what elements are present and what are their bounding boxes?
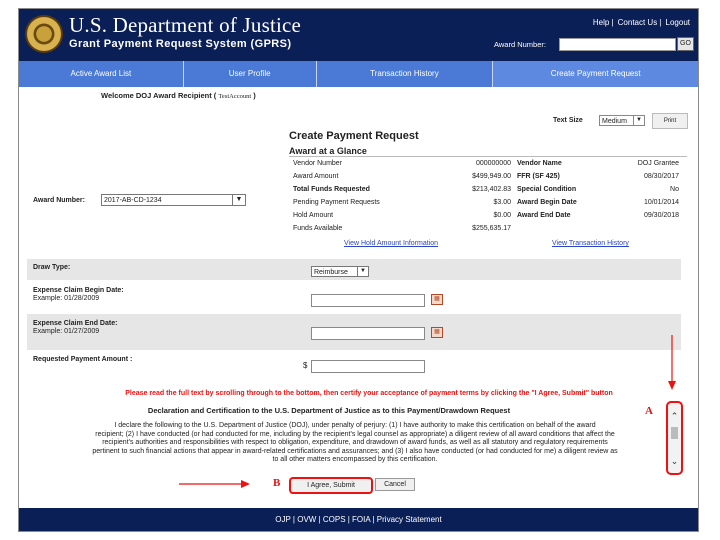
account-name: TestAccount (218, 93, 252, 100)
special-condition-label: Special Condition (517, 186, 577, 193)
ffr-label: FFR (SF 425) (517, 173, 560, 180)
award-amount-label: Award Amount (293, 173, 339, 180)
special-condition-value: No (670, 186, 679, 193)
award-number-value: 2017-AB-CD-1234 (104, 197, 162, 204)
chevron-down-icon: ▼ (232, 195, 245, 205)
award-number-label: Award Number: (33, 197, 85, 204)
funds-available-label: Funds Available (293, 225, 343, 232)
tab-active-award-list[interactable]: Active Award List (19, 61, 184, 87)
agency-title: U.S. Department of Justice (69, 13, 302, 37)
view-hold-amount-link[interactable]: View Hold Amount Information (344, 240, 439, 247)
vendor-number-value: 000000000 (475, 160, 511, 167)
logout-link[interactable]: Logout (665, 18, 690, 27)
total-funds-requested-value: $213,402.83 (472, 186, 511, 193)
tab-user-profile[interactable]: User Profile (184, 61, 317, 87)
end-date-example: Example: 01/27/2009 (33, 328, 100, 335)
scroll-down-icon[interactable]: ⌄ (670, 456, 679, 466)
doj-seal-icon (25, 15, 63, 53)
annotation-b: B (273, 477, 281, 489)
top-links: Help | Contact Us | Logout (592, 18, 690, 27)
vendor-name-value: DOJ Grantee (637, 160, 679, 167)
award-end-date-label: Award End Date (517, 212, 571, 219)
draw-type-select[interactable] (311, 266, 369, 277)
declaration-line: recipient's authorities and responsibilities with respect to obligation, expenditure, and drawdown of award funds, as well as all statutory and regulatory requirements (102, 439, 608, 447)
declaration-line: I declare the following to the U.S. Department of Justice (DOJ), under penalty of perjury: (1) I have authority to make this certification on behalf of the award (114, 422, 596, 429)
begin-date-input[interactable] (311, 294, 425, 307)
main-nav (19, 61, 698, 87)
requested-amount-input[interactable] (311, 360, 425, 373)
vendor-number-label: Vendor Number (293, 160, 343, 167)
declaration-title: Declaration and Certification to the U.S. Department of Justice as to this Payment/Drawdown Request (147, 406, 511, 415)
hold-amount-value: $0.00 (493, 212, 511, 219)
header-award-number-input[interactable] (559, 38, 676, 51)
divider (289, 156, 687, 157)
award-at-a-glance-title: Award at a Glance (289, 146, 367, 156)
footer-links[interactable]: OJP | OVW | COPS | FOIA | Privacy Statement (19, 508, 698, 531)
chevron-down-icon: ▼ (633, 116, 644, 125)
contact-us-link[interactable]: Contact Us (617, 18, 658, 27)
chevron-down-icon: ▼ (357, 267, 368, 276)
system-subtitle: Grant Payment Request System (GPRS) (69, 38, 292, 50)
pending-payment-requests-value: $3.00 (493, 199, 511, 206)
tab-transaction-history[interactable]: Transaction History (317, 61, 494, 87)
scroll-thumb[interactable] (671, 427, 678, 439)
help-link[interactable]: Help (592, 18, 610, 27)
end-date-label: Expense Claim End Date: (33, 320, 118, 327)
declaration-line: recipient; (2) I have conducted (or had conducted for me, including by the recipient's legal counsel as appropriate) a diligent review of all award conditions that affect the (95, 430, 615, 438)
annotation-a: A (645, 405, 653, 417)
header-award-number-label: Award Number: (494, 40, 546, 49)
print-button[interactable]: Print (652, 113, 688, 129)
declaration-line: pertinent to such financial actions that appear in award-related certifications and assurances; and (3) I also have conducted (or had conducted for me) a diligent review as (92, 447, 618, 455)
award-begin-date-label: Award Begin Date (517, 199, 577, 206)
begin-date-label: Expense Claim Begin Date: (33, 287, 124, 294)
requested-amount-label: Requested Payment Amount : (33, 356, 133, 363)
total-funds-requested-label: Total Funds Requested (293, 186, 370, 193)
calendar-icon[interactable]: ▦ (431, 294, 443, 305)
welcome-message (101, 91, 256, 100)
page-title: Create Payment Request (289, 130, 419, 142)
pending-payment-requests-label: Pending Payment Requests (293, 199, 380, 206)
declaration-line: to all other matters encompassed by this certification. (272, 456, 438, 464)
welcome-close: ) (253, 91, 256, 100)
welcome-text: Welcome DOJ Award Recipient ( (101, 91, 217, 100)
dollar-sign: $ (303, 361, 308, 370)
hold-amount-label: Hold Amount (293, 212, 334, 219)
draw-type-value: Reimburse (314, 269, 348, 276)
text-size-value: Medium (602, 118, 627, 125)
ffr-value: 08/30/2017 (643, 173, 679, 180)
annotation-arrow-right-icon (179, 479, 251, 489)
scroll-up-icon[interactable]: ⌃ (670, 411, 679, 421)
page-frame (18, 8, 699, 532)
end-date-input[interactable] (311, 327, 425, 340)
agree-submit-button[interactable]: I Agree, Submit (289, 477, 373, 494)
cancel-button[interactable]: Cancel (375, 478, 415, 491)
text-size-label: Text Size (553, 117, 583, 124)
vendor-name-label: Vendor Name (517, 160, 562, 167)
award-number-select[interactable] (101, 194, 246, 206)
award-begin-date-value: 10/01/2014 (643, 199, 679, 206)
begin-date-example: Example: 01/28/2009 (33, 295, 100, 302)
go-button[interactable]: GO (677, 37, 694, 51)
declaration-text[interactable] (31, 422, 679, 465)
certification-warning: Please read the full text by scrolling through to the bottom, then certify your acceptance of payment terms by clicking the "I Agree, Submit" button (125, 390, 613, 397)
calendar-icon[interactable]: ▦ (431, 327, 443, 338)
header (19, 9, 698, 61)
award-end-date-value: 09/30/2018 (643, 212, 679, 219)
declaration-scrollbar[interactable] (666, 401, 683, 475)
tab-create-payment-request[interactable]: Create Payment Request (493, 61, 698, 87)
award-amount-value: $499,949.00 (472, 173, 511, 180)
text-size-select[interactable] (599, 115, 645, 126)
annotation-arrow-down-icon (667, 335, 677, 391)
funds-available-value: $255,635.17 (472, 225, 511, 232)
draw-type-label: Draw Type: (33, 264, 71, 271)
view-transaction-history-link[interactable]: View Transaction History (552, 240, 629, 247)
